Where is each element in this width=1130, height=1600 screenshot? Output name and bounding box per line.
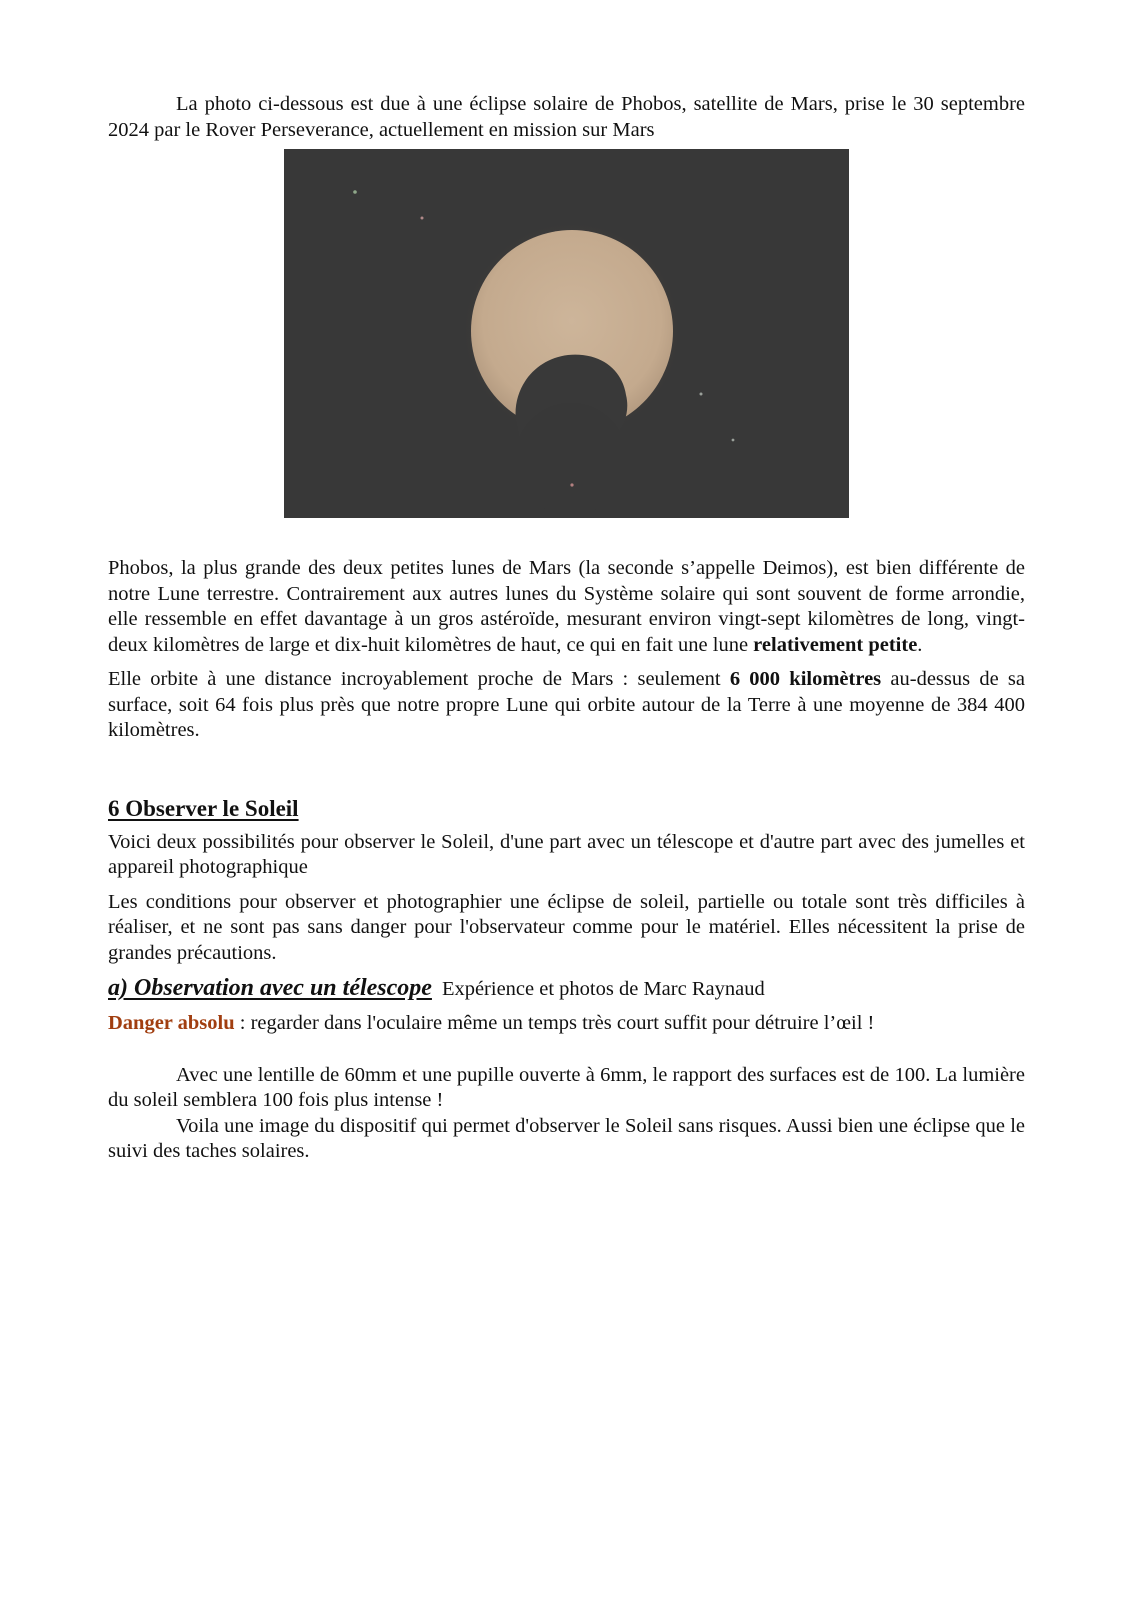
section-paragraph-1: Voici deux possibilités pour observer le Soleil, d'une part avec un télescope et d'autre part avec des jumelles et appareil photographique bbox=[108, 830, 1025, 878]
phobos-p1-text: Phobos, la plus grande des deux petites lunes de Mars (la seconde s’appelle Deimos), est bien différente de notre Lune terrestre. Contrairement aux autres lunes du Système solaire qui sont souvent de forme arrondie, elle ressemble en effet davantage à un gros astéroïde, mesurant environ vingt-sept kilomètres de long, vingt-deux kilomètres de large et dix-huit kilomètres de haut, ce qui en fait une lune bbox=[108, 557, 1025, 656]
phobos-paragraph-1 bbox=[108, 556, 1025, 658]
telescope-paragraph-1: Avec une lentille de 60mm et une pupille ouverte à 6mm, le rapport des surfaces est de 100. La lumière du soleil semblera 100 fois plus intense ! bbox=[108, 1063, 1025, 1111]
phobos-p2-bold: 6 000 kilomètres bbox=[729, 668, 882, 690]
phobos-p2-b: au-dessus de sa surface, soit 64 fois plus près que notre propre Lune qui orbite autour de la Terre à une moyenne de 384 400 kilomètres. bbox=[108, 668, 1025, 741]
telescope-paragraph-2: Voila une image du dispositif qui permet d'observer le Soleil sans risques. Aussi bien une éclipse que le suivi des taches solaires. bbox=[108, 1114, 1025, 1162]
danger-paragraph bbox=[108, 1011, 1025, 1037]
star-dot bbox=[421, 217, 424, 220]
phobos-lower bbox=[515, 403, 627, 515]
section-heading: 6 Observer le Soleil bbox=[108, 795, 299, 821]
star-dot bbox=[700, 393, 703, 396]
subsection-credit: Expérience et photos de Marc Raynaud bbox=[441, 978, 765, 1000]
telescope-block bbox=[108, 1063, 1025, 1165]
star-dot bbox=[570, 483, 573, 486]
subsection-heading-line bbox=[108, 973, 1025, 1004]
phobos-paragraph-2 bbox=[108, 667, 1025, 744]
intro-paragraph: La photo ci-dessous est due à une éclipse solaire de Phobos, satellite de Mars, prise le 30 septembre 2024 par le Rover Perseverance, actuellement en mission sur Mars bbox=[108, 93, 1025, 141]
star-dot bbox=[732, 439, 735, 442]
phobos-p2-a: Elle orbite à une distance incroyablement proche de Mars : seulement bbox=[108, 668, 730, 690]
section-paragraph-2: Les conditions pour observer et photographier une éclipse de soleil, partielle ou totale sont très difficiles à réaliser, et ne sont pas sans danger pour l'observateur comme pour le matériel. Elles nécessitent la prise de grandes précautions. bbox=[108, 890, 1025, 964]
phobos-p1-end: . bbox=[917, 633, 923, 656]
eclipse-photo bbox=[284, 149, 849, 518]
phobos-p1-bold: relativement petite bbox=[753, 633, 918, 656]
star-dot bbox=[353, 190, 357, 194]
danger-label: Danger absolu bbox=[108, 1012, 235, 1034]
subsection-heading: a) Observation avec un télescope bbox=[108, 975, 432, 1001]
danger-text: : regarder dans l'oculaire même un temps très court suffit pour détruire l’œil ! bbox=[234, 1012, 875, 1034]
document-page bbox=[108, 92, 1025, 1165]
phobos-eclipse-image bbox=[284, 149, 849, 518]
